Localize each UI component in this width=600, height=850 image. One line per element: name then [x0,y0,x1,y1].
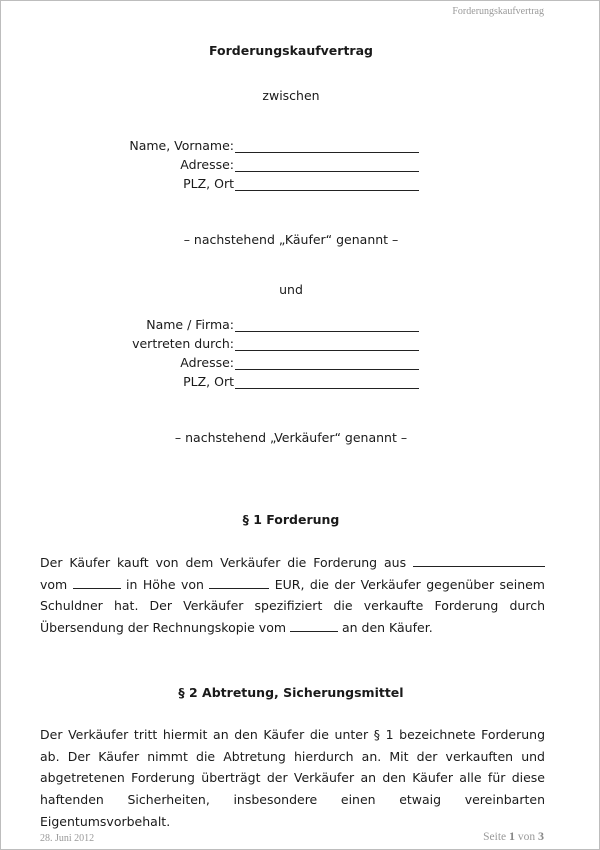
document-title: Forderungskaufvertrag [209,43,373,58]
seller-city-label: PLZ, Ort [183,374,234,389]
seller-company-line [235,317,419,332]
buyer-name-label: Name, Vorname: [129,138,234,153]
section2-heading: § 2 Abtretung, Sicherungsmittel [178,685,404,700]
seller-representative-line [235,336,419,351]
section1-text-part: in Höhe von [120,576,210,592]
seller-designation: – nachstehend „Verkäufer“ genannt – [174,430,408,445]
section2-paragraph: Der Verkäufer tritt hiermit an den Käufer die unter § 1 bezeichnete Forderung ab. Der Käufer nimmt die Abtretung hierdurch an. Mit der verkauften und abgetretenen Forderung überträgt der Verkäufer an den Käufer alle für diese haftenden Sicherheiten, insbesondere einen etwaig vereinbarten Eigentumsvorbehalt. [40,727,545,829]
buyer-city-label: PLZ, Ort [183,176,234,191]
amount-blank [209,577,269,589]
page-prefix: Seite [483,831,509,843]
page-current: 1 [509,829,515,843]
claim-source-blank [413,555,545,567]
page-separator: von [515,831,538,843]
section1-heading: § 1 Forderung [242,512,340,527]
buyer-city-line [235,176,419,191]
section1-text-part: Der Käufer kauft von dem Verkäufer die Forderung aus [40,555,413,570]
seller-address-label: Adresse: [180,355,234,370]
claim-date-blank [73,577,121,589]
seller-city-line [235,374,419,389]
zwischen-text: zwischen [262,88,320,103]
buyer-address-label: Adresse: [180,157,234,172]
section1-text-part: an den Käufer. [338,620,433,636]
footer-page-number [483,829,544,844]
buyer-address-line [235,157,419,172]
invoice-date-blank [290,620,338,632]
buyer-name-line [235,138,419,153]
seller-representative-label: vertreten durch: [132,336,234,351]
section1-paragraph [40,552,545,639]
running-header: Forderungskaufvertrag [452,6,544,17]
page-total: 3 [538,829,544,843]
und-text: und [279,282,303,297]
section1-text-part: EUR, die der Verkäufer gegenüber seinem Schuldner hat. Der Verkäufer spezifiziert die verkaufte Forderung durch Übersendung der Rechnungskopie vom [40,576,545,636]
buyer-designation: – nachstehend „Käufer“ genannt – [183,232,399,247]
seller-company-label: Name / Firma: [146,317,234,332]
section1-text-part: vom [40,576,73,592]
footer-date: 28. Juni 2012 [40,833,95,844]
seller-address-line [235,355,419,370]
